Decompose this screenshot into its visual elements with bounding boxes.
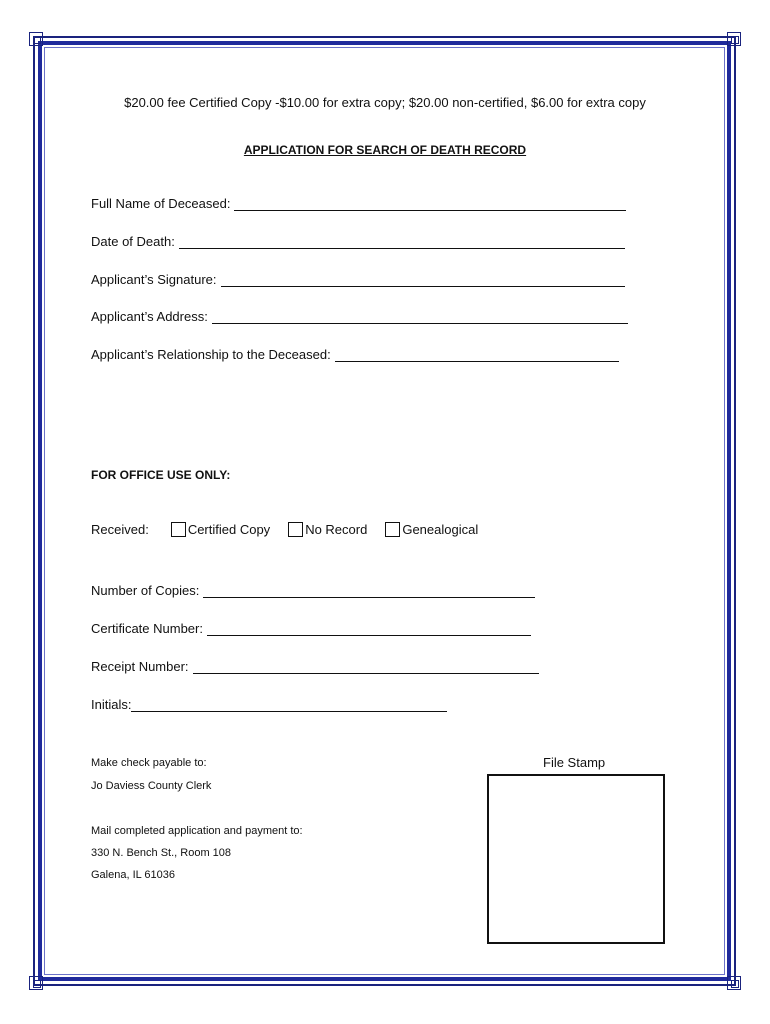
relationship-field[interactable] <box>91 344 619 362</box>
file-stamp-box <box>487 774 665 944</box>
receipt-number-line[interactable] <box>193 659 539 674</box>
option-label: No Record <box>305 522 368 537</box>
option-label: Certified Copy <box>187 522 271 537</box>
corner-ornament <box>727 32 741 46</box>
full-name-field[interactable] <box>91 193 626 211</box>
certified-copy-option[interactable] <box>171 522 270 537</box>
field-label: Receipt Number: <box>91 659 189 674</box>
date-of-death-line[interactable] <box>179 234 625 249</box>
corner-ornament <box>727 976 741 990</box>
certified-copy-checkbox[interactable] <box>171 522 186 537</box>
corner-ornament <box>29 32 43 46</box>
field-label: Initials: <box>91 697 132 712</box>
received-row <box>91 522 478 537</box>
field-label: Full Name of Deceased: <box>91 196 231 211</box>
initials-line[interactable] <box>131 697 447 712</box>
signature-line[interactable] <box>221 272 625 287</box>
relationship-line[interactable] <box>335 347 619 362</box>
genealogical-option[interactable] <box>385 522 478 537</box>
address-line-2: Galena, IL 61036 <box>91 869 175 881</box>
field-label: Applicant’s Signature: <box>91 272 217 287</box>
field-label: Applicant’s Address: <box>91 309 208 324</box>
field-label: Certificate Number: <box>91 621 203 636</box>
full-name-line[interactable] <box>234 196 626 211</box>
no-record-option[interactable] <box>288 522 367 537</box>
receipt-number-field[interactable] <box>91 656 539 674</box>
field-label: Applicant’s Relationship to the Deceased: <box>91 347 331 362</box>
date-of-death-field[interactable] <box>91 231 625 249</box>
form-title: APPLICATION FOR SEARCH OF DEATH RECORD <box>243 143 527 157</box>
corner-ornament <box>29 976 43 990</box>
number-of-copies-field[interactable] <box>91 580 535 598</box>
mail-label: Mail completed application and payment to: <box>91 825 303 837</box>
certificate-number-field[interactable] <box>91 618 531 636</box>
payable-label: Make check payable to: <box>91 757 207 769</box>
signature-field[interactable] <box>91 269 625 287</box>
address-field[interactable] <box>91 306 628 324</box>
initials-field[interactable] <box>91 694 447 712</box>
office-use-heading: FOR OFFICE USE ONLY: <box>91 468 231 482</box>
no-record-checkbox[interactable] <box>288 522 303 537</box>
genealogical-checkbox[interactable] <box>385 522 400 537</box>
file-stamp-label: File Stamp <box>543 755 606 770</box>
option-label: Genealogical <box>402 522 479 537</box>
address-line-1: 330 N. Bench St., Room 108 <box>91 847 232 859</box>
payable-to: Jo Daviess County Clerk <box>91 780 212 792</box>
field-label: Date of Death: <box>91 234 175 249</box>
certificate-number-line[interactable] <box>207 621 531 636</box>
address-line[interactable] <box>212 309 628 324</box>
received-label: Received: <box>91 522 149 537</box>
field-label: Number of Copies: <box>91 583 200 598</box>
number-of-copies-line[interactable] <box>203 583 535 598</box>
fee-line: $20.00 fee Certified Copy -$10.00 for extra copy; $20.00 non-certified, $6.00 for extra copy <box>124 95 646 110</box>
